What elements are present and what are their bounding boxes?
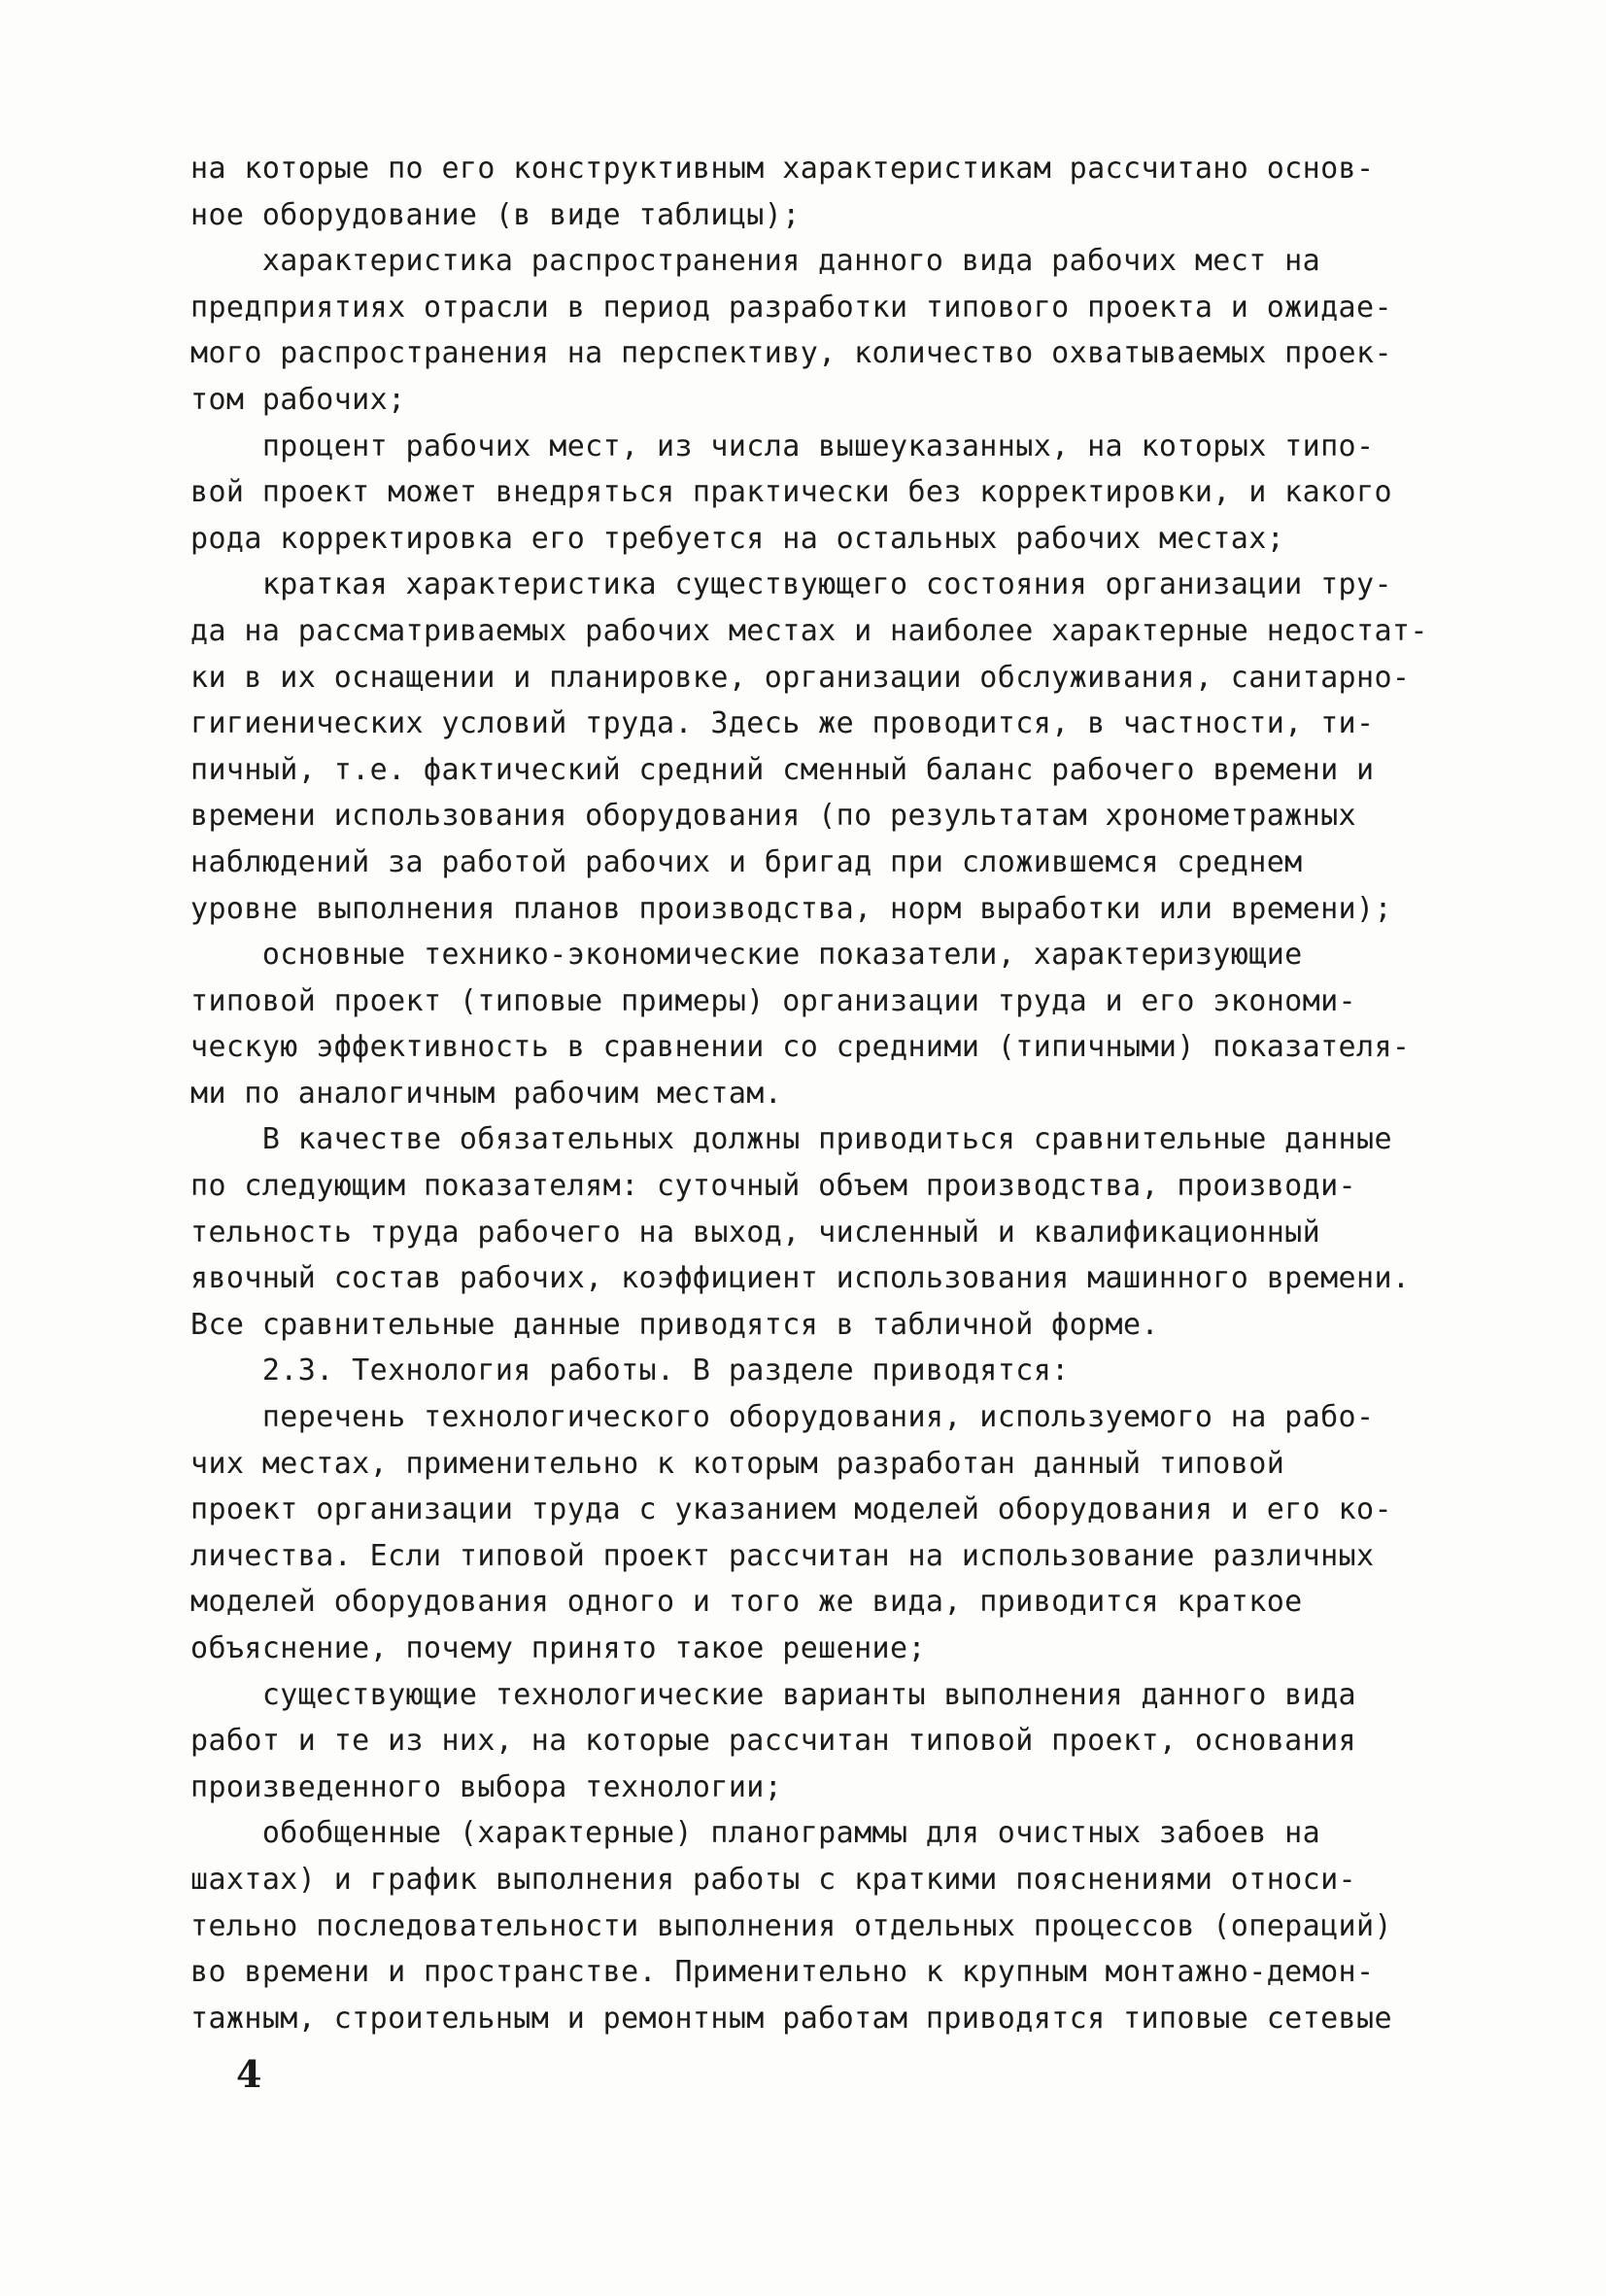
text-line: во времени и пространстве. Применительно к крупным монтажно-демон- [190, 1955, 1375, 1990]
text-line: проект организации труда с указанием моделей оборудования и его ко- [190, 1492, 1392, 1527]
text-line: пичный, т.е. фактический средний сменный баланс рабочего времени и [190, 752, 1375, 787]
text-line: ки в их оснащении и планировке, организации обслуживания, санитарно- [190, 660, 1411, 695]
text-line: характеристика распространения данного вида рабочих мест на [190, 244, 1321, 279]
text-line: моделей оборудования одного и того же вида, приводится краткое [190, 1585, 1303, 1620]
text-line: обобщенные (характерные) планограммы для очистных забоев на [190, 1816, 1321, 1851]
text-line: работ и те из них, на которые рассчитан типовой проект, основания [190, 1724, 1356, 1759]
text-line: ми по аналогичным рабочим местам. [190, 1076, 783, 1111]
text-line: явочный состав рабочих, коэффициент использования машинного времени. [190, 1261, 1411, 1296]
text-line: наблюдений за работой рабочих и бригад при сложившемся среднем [190, 844, 1303, 879]
text-line: личества. Если типовой проект рассчитан на использование различных [190, 1538, 1375, 1573]
text-line: уровне выполнения планов производства, норм выработки или времени); [190, 891, 1392, 926]
text-line: предприятиях отрасли в период разработки типового проекта и ожидае- [190, 290, 1392, 325]
text-line: на которые по его конструктивным характеристикам рассчитано основ- [190, 152, 1375, 186]
text-line: тельность труда рабочего на выход, численный и квалификационный [190, 1215, 1321, 1250]
section-heading-line: 2.3. Технология работы. В разделе приводятся: [190, 1354, 1070, 1388]
text-line: времени использования оборудования (по результатам хронометражных [190, 799, 1356, 834]
text-line: В качестве обязательных должны приводиться сравнительные данные [190, 1122, 1392, 1157]
text-line: основные технико-экономические показатели, характеризующие [190, 938, 1303, 973]
text-line: Все сравнительные данные приводятся в табличной форме. [190, 1307, 1159, 1342]
text-line: рода корректировка его требуется на остальных рабочих местах; [190, 521, 1285, 556]
document-body-text [190, 146, 1473, 2041]
text-line: процент рабочих мест, из числа вышеуказанных, на которых типо- [190, 428, 1375, 463]
text-line: краткая характеристика существующего состояния организации тру- [190, 567, 1392, 602]
text-line: перечень технологического оборудования, используемого на рабо- [190, 1400, 1375, 1435]
text-line: гигиенических условий труда. Здесь же проводится, в частности, ти- [190, 706, 1375, 741]
text-line: том рабочих; [190, 382, 406, 417]
text-line: шахтах) и график выполнения работы с краткими пояснениями относи- [190, 1862, 1356, 1897]
text-line: типовой проект (типовые примеры) организации труда и его экономи- [190, 983, 1356, 1018]
text-line: вой проект может внедряться практически без корректировки, и какого [190, 475, 1392, 510]
text-line: ческую эффективность в сравнении со средними (типичными) показателя- [190, 1030, 1411, 1065]
text-line: тажным, строительным и ремонтным работам приводятся типовые сетевые [190, 2001, 1392, 2036]
text-line: да на рассматриваемых рабочих местах и наиболее характерные недостат- [190, 613, 1428, 648]
page-number: 4 [236, 2052, 262, 2096]
text-line: тельно последовательности выполнения отдельных процессов (операций) [190, 1908, 1392, 1943]
text-line: чих местах, применительно к которым разработан данный типовой [190, 1446, 1285, 1481]
text-line: ное оборудование (в виде таблицы); [190, 197, 801, 232]
text-line: произведенного выбора технологии; [190, 1769, 783, 1804]
text-line: мого распространения на перспективу, количество охватываемых проек- [190, 336, 1392, 371]
text-line: объяснение, почему принято такое решение; [190, 1631, 926, 1665]
text-line: существующие технологические варианты выполнения данного вида [190, 1677, 1356, 1712]
text-line: по следующим показателям: суточный объем производства, производи- [190, 1169, 1356, 1204]
